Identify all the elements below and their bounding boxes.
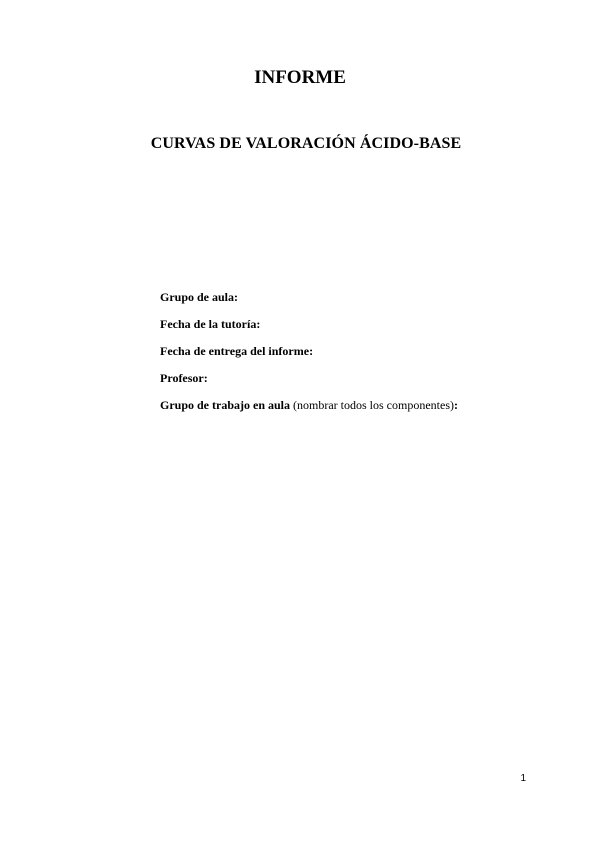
field-grupo-trabajo-note: (nombrar todos los componentes): [290, 398, 454, 412]
field-fecha-entrega: [160, 344, 458, 358]
report-subtitle: CURVAS DE VALORACIÓN ÁCIDO-BASE: [150, 135, 462, 152]
field-profesor-label: Profesor:: [160, 371, 208, 385]
field-fecha-tutoria: [160, 317, 458, 331]
field-grupo-trabajo-colon: :: [453, 398, 458, 412]
field-profesor: [160, 371, 458, 385]
field-grupo-aula-label: Grupo de aula:: [160, 290, 239, 304]
field-grupo-aula: [160, 290, 458, 304]
field-fecha-tutoria-label: Fecha de la tutoría:: [160, 317, 261, 331]
field-grupo-trabajo: [160, 398, 458, 412]
report-title: INFORME: [254, 67, 346, 88]
page-number: 1: [520, 773, 526, 784]
field-grupo-trabajo-label: Grupo de trabajo en aula: [160, 398, 291, 412]
report-fields: [160, 290, 458, 425]
field-fecha-entrega-label: Fecha de entrega del informe:: [160, 344, 314, 358]
